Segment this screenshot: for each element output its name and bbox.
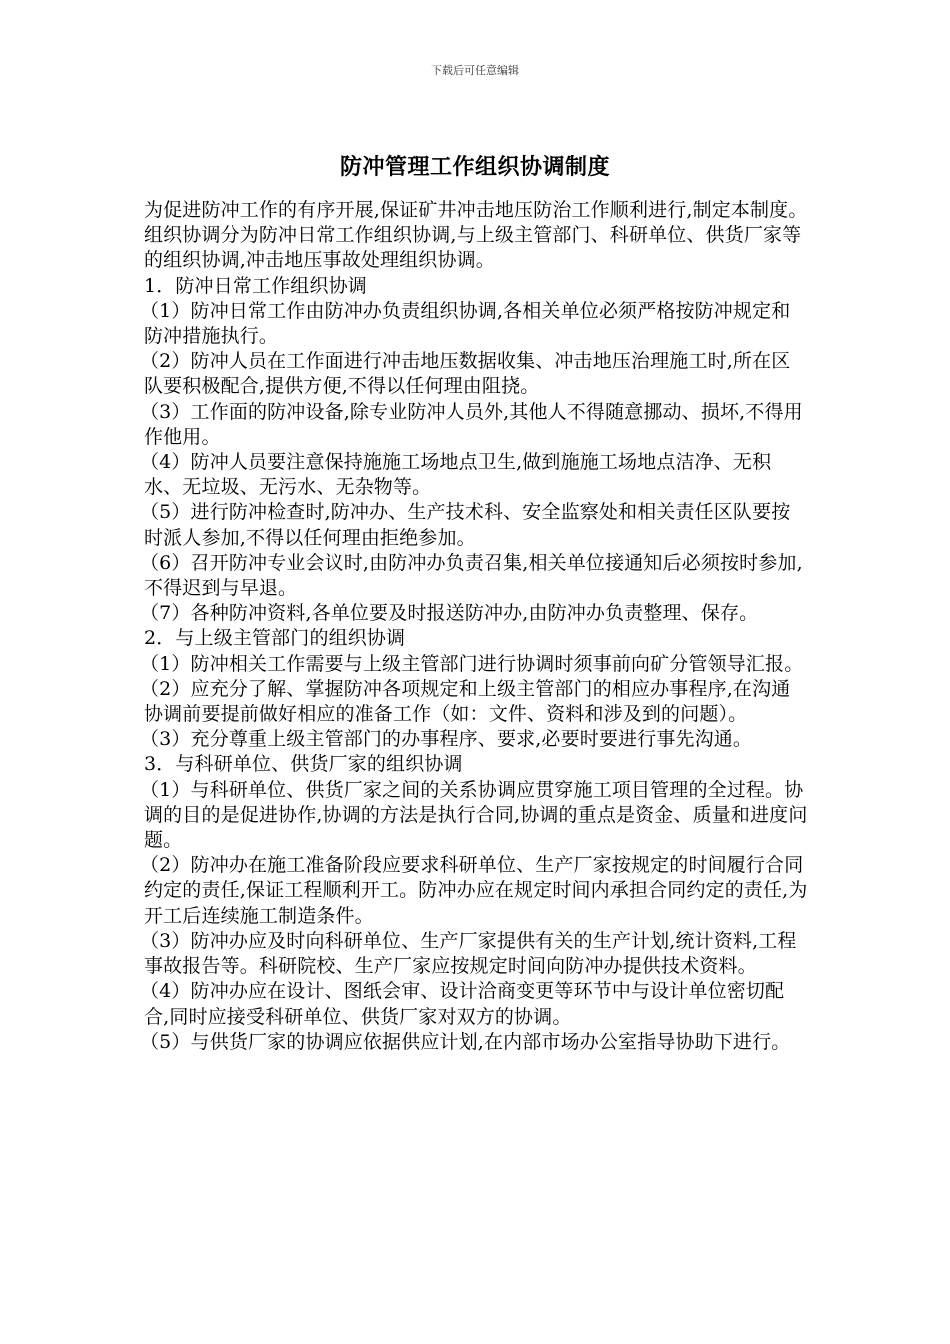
- list-item: （1）与科研单位、供货厂家之间的关系协调应贯穿施工项目管理的全过程。协调的目的是促进协作,协调的方法是执行合同,协调的重点是资金、质量和进度问题。: [140, 778, 808, 852]
- intro-paragraph: 为促进防冲工作的有序开展,保证矿井冲击地压防治工作顺利进行,制定本制度。: [144, 199, 808, 221]
- list-item: （3）工作面的防冲设备,除专业防冲人员外,其他人不得随意挪动、损坏,不得用作他用。: [140, 400, 803, 448]
- list-item: （5）与供货厂家的协调应依据供应计划,在内部市场办公室指导协助下进行。: [140, 1030, 791, 1053]
- scope-paragraph: 组织协调分为防冲日常工作组织协调,与上级主管部门、科研单位、供货厂家等的组织协调,冲击地压事故处理组织协调。: [144, 224, 802, 272]
- list-item: （5）进行防冲检查时,防冲办、生产技术科、安全监察处和相关责任区队要按时派人参加,不得以任何理由拒绝参加。: [140, 501, 791, 549]
- section-heading: 1．防冲日常工作组织协调: [144, 274, 367, 297]
- list-item: （1）防冲日常工作由防冲办负责组织协调,各相关单位必须严格按防冲规定和防冲措施执行。: [140, 299, 791, 348]
- list-item: （3）充分尊重上级主管部门的办事程序、要求,必要时要进行事先沟通。: [140, 728, 753, 751]
- list-item: （1）防冲相关工作需要与上级主管部门进行协调时须事前向矿分管领导汇报。: [140, 652, 804, 675]
- list-item: （7）各种防冲资料,各单位要及时报送防冲办,由防冲办负责整理、保存。: [140, 602, 759, 625]
- list-item: （4）防冲办应在设计、图纸会审、设计洽商变更等环节中与设计单位密切配合,同时应接受科研单位、供货厂家对双方的协调。: [140, 980, 785, 1028]
- section-heading: 2．与上级主管部门的组织协调: [144, 627, 406, 650]
- list-item: （2）防冲办在施工准备阶段应要求科研单位、生产厂家按规定的时间履行合同约定的责任,保证工程顺利开工。防冲办应在规定时间内承担合同约定的责任,为开工后连续施工制造条件。: [140, 854, 808, 927]
- page-header: 下载后可任意编辑: [431, 64, 519, 77]
- list-item: （4）防冲人员要注意保持施施工场地点卫生,做到施施工场地点洁净、无积水、无垃圾、无污水、无杂物等。: [140, 451, 772, 499]
- list-item: （2）应充分了解、掌握防冲各项规定和上级主管部门的相应办事程序,在沟通协调前要提前做好相应的准备工作（如：文件、资料和涉及到的问题）。: [140, 677, 791, 726]
- list-item: （3）防冲办应及时向科研单位、生产厂家提供有关的生产计划,统计资料,工程事故报告等。科研院校、生产厂家应按规定时间向防冲办提供技术资料。: [140, 929, 797, 978]
- section-heading: 3．与科研单位、供货厂家的组织协调: [144, 753, 463, 776]
- document-title: 防冲管理工作组织协调制度: [339, 154, 610, 180]
- document-body: [140, 198, 808, 1055]
- list-item: （6）召开防冲专业会议时,由防冲办负责召集,相关单位接通知后必须按时参加,不得迟到与早退。: [140, 551, 803, 600]
- list-item: （2）防冲人员在工作面进行冲击地压数据收集、冲击地压治理施工时,所在区队要积极配合,提供方便,不得以任何理由阻挠。: [140, 350, 791, 398]
